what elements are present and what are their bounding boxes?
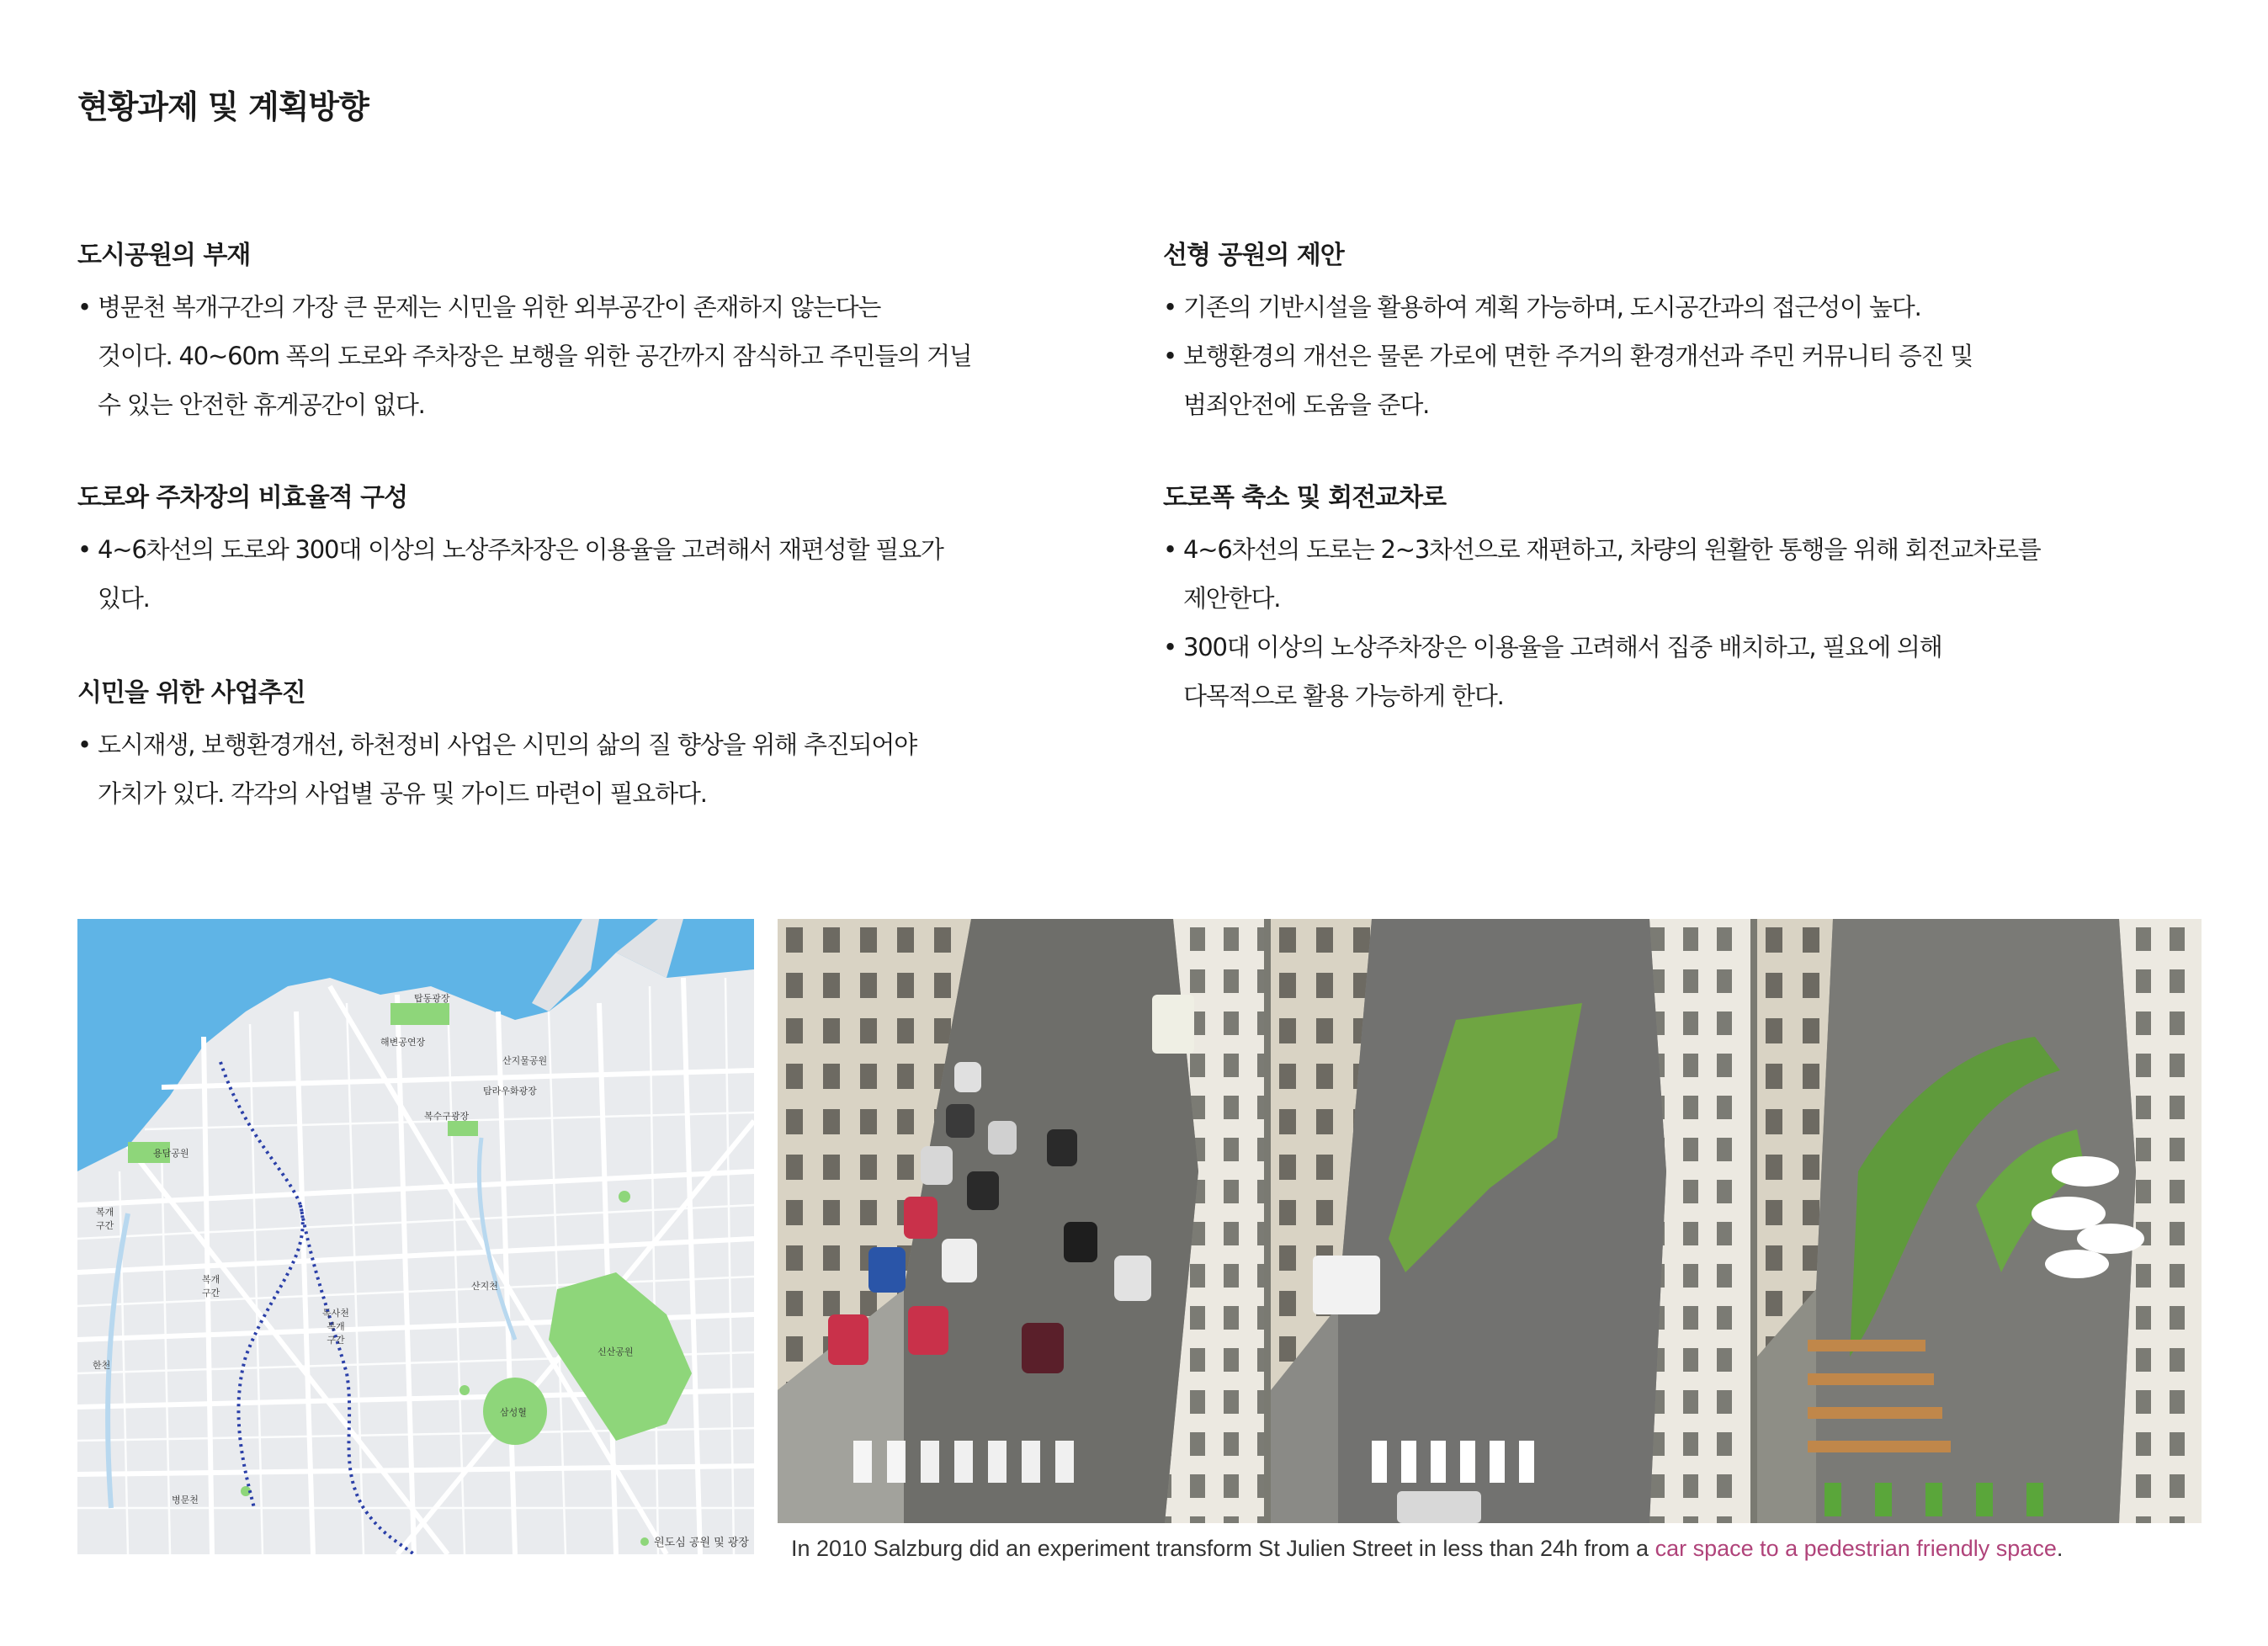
map-legend xyxy=(640,1533,749,1549)
photo-turf-street xyxy=(1271,919,1750,1523)
park-legend-dot-icon xyxy=(640,1537,649,1546)
street-photo-sequence xyxy=(778,919,2202,1523)
bullet-item: • 보행환경의 개선은 물론 가로에 면한 주거의 환경개선과 주민 커뮤니티 증진 및 범죄안전에 도움을 준다. xyxy=(1163,342,1973,419)
page-title: 현황과제 및 계획방향 xyxy=(77,88,369,125)
map-label: 산지천 xyxy=(471,1281,498,1292)
map-label: 삼성혈 xyxy=(500,1407,527,1418)
section-title: 도로와 주차장의 비효율적 구성 xyxy=(77,483,408,512)
map-label: 산지물공원 xyxy=(502,1055,548,1066)
right-section-2 xyxy=(1163,476,2089,720)
photo-pedestrian-street xyxy=(1757,919,2202,1523)
bullet-item: • 도시재생, 보행환경개선, 하천정비 사업은 시민의 삶의 질 향상을 위해 추진되어야 가치가 있다. 각각의 사업별 공유 및 가이드 마련이 필요하다. xyxy=(77,730,917,808)
bullet-item: • 4~6차선의 도로는 2~3차선으로 재편하고, 차량의 원활한 통행을 위해 회전교차로를 제안한다. xyxy=(1163,535,2041,613)
bullet-item: • 병문천 복개구간의 가장 큰 문제는 시민을 위한 외부공간이 존재하지 않는다는 것이다. 40~60m 폭의 도로와 주차장은 보행을 위한 공간까지 잠식하고 주민들의 거닐 수 있는 안전한 휴게공간이 없다. xyxy=(77,293,972,419)
photo-graphic xyxy=(778,919,2202,1523)
map-label: 탑동광장 xyxy=(414,993,450,1004)
map-graphic xyxy=(77,919,754,1554)
right-section-1 xyxy=(1163,234,2089,429)
caption-highlight: car space to a pedestrian friendly space xyxy=(1655,1536,2057,1561)
map-label: 한천 xyxy=(93,1360,111,1371)
map-label: 탐라우화광장 xyxy=(483,1086,537,1096)
section-title: 선형 공원의 제안 xyxy=(1163,241,1344,270)
photo-car-street xyxy=(778,919,1264,1523)
photo-caption xyxy=(791,1536,2063,1562)
city-map xyxy=(77,919,754,1554)
bullet-item: • 300대 이상의 노상주차장은 이용율을 고려해서 집중 배치하고, 필요에 의해 다목적으로 활용 가능하게 한다. xyxy=(1163,633,1942,710)
section-title: 도시공원의 부재 xyxy=(77,241,251,270)
section-title: 시민을 위한 사업추진 xyxy=(77,678,305,708)
bullet-item: • 4~6차선의 도로와 300대 이상의 노상주차장은 이용율을 고려해서 재편성할 필요가 있다. xyxy=(77,535,943,613)
map-label: 신산공원 xyxy=(598,1346,634,1357)
left-section-3 xyxy=(77,672,1003,818)
map-label: 병문천 xyxy=(172,1495,199,1505)
map-label: 해변공연장 xyxy=(380,1037,426,1048)
map-label: 독사천 복개 구간 xyxy=(322,1308,349,1346)
map-legend-label: 원도심 공원 및 광장 xyxy=(654,1537,749,1549)
left-section-2 xyxy=(77,476,1003,623)
map-label: 복개구간 xyxy=(96,1207,114,1231)
map-label: 복수구광장 xyxy=(424,1111,470,1122)
caption-end: . xyxy=(2056,1536,2064,1561)
caption-text: In 2010 Salzburg did an experiment transform St Julien Street in less than 24h from a xyxy=(791,1536,1655,1561)
section-title: 도로폭 축소 및 회전교차로 xyxy=(1163,483,1447,512)
left-section-1 xyxy=(77,234,1003,429)
map-label: 용담공원 xyxy=(153,1148,189,1159)
bullet-item: • 기존의 기반시설을 활용하여 계획 가능하며, 도시공간과의 접근성이 높다. xyxy=(1163,293,1921,321)
map-label: 복개구간 xyxy=(202,1274,220,1298)
